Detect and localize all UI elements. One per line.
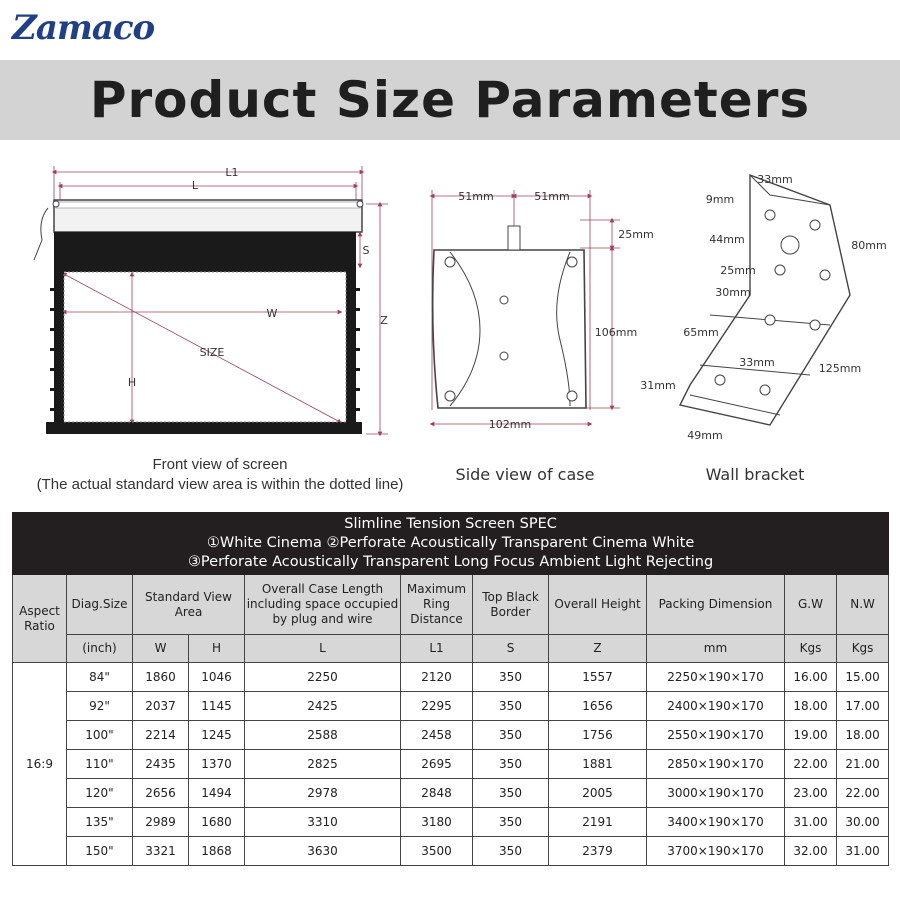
cell-l1: 2695 [401,750,473,779]
side-view-diagram [420,180,660,440]
cell-nw: 21.00 [837,750,889,779]
cell-packing: 2550×190×170 [647,721,785,750]
cell-w: 2214 [133,721,189,750]
unit-l1: L1 [401,635,473,663]
cell-diag: 100" [67,721,133,750]
table-row [13,808,889,837]
cell-l1: 3500 [401,837,473,866]
header-nw: N.W [837,575,889,635]
header-top-black: Top Black Border [473,575,549,635]
cell-l1: 2295 [401,692,473,721]
wall-label-65: 65mm [683,326,719,339]
wall-label-9: 9mm [705,193,735,206]
cell-gw: 16.00 [785,663,837,692]
cell-gw: 32.00 [785,837,837,866]
header-case-length: Overall Case Length including space occupied by plug and wire [245,575,401,635]
cell-nw: 22.00 [837,779,889,808]
cell-packing: 2400×190×170 [647,692,785,721]
header-std-area: Standard View Area [133,575,245,635]
cell-z: 2379 [549,837,647,866]
cell-w: 2037 [133,692,189,721]
front-label-s: S [362,244,370,257]
cell-l1: 3180 [401,808,473,837]
unit-gw: Kgs [785,635,837,663]
cell-l: 2588 [245,721,401,750]
cell-packing: 2850×190×170 [647,750,785,779]
cell-gw: 31.00 [785,808,837,837]
cell-l: 3630 [245,837,401,866]
cell-l1: 2848 [401,779,473,808]
unit-w: W [133,635,189,663]
side-label-51-left: 51mm [458,190,494,203]
cell-gw: 23.00 [785,779,837,808]
table-row [13,779,889,808]
cell-packing: 2250×190×170 [647,663,785,692]
cell-s: 350 [473,692,549,721]
cell-nw: 18.00 [837,721,889,750]
cell-w: 1860 [133,663,189,692]
cell-z: 2005 [549,779,647,808]
unit-nw: Kgs [837,635,889,663]
cell-l: 2978 [245,779,401,808]
unit-h: H [189,635,245,663]
spec-title-line2: ①White Cinema ②Perforate Acoustically Transparent Cinema White [206,535,695,551]
table-row [13,837,889,866]
front-label-size: SIZE [199,346,225,359]
unit-packing: mm [647,635,785,663]
side-label-51-right: 51mm [534,190,570,203]
table-row [13,692,889,721]
cell-nw: 15.00 [837,663,889,692]
aspect-ratio-cell: 16:9 [13,663,67,866]
spec-title-line1: Slimline Tension Screen SPEC [344,516,557,532]
front-label-l: L [191,179,199,192]
header-packing: Packing Dimension [647,575,785,635]
cell-z: 2191 [549,808,647,837]
cell-diag: 135" [67,808,133,837]
cell-l1: 2458 [401,721,473,750]
header-gw: G.W [785,575,837,635]
wall-label-125: 125mm [818,362,862,375]
cell-packing: 3000×190×170 [647,779,785,808]
cell-packing: 3700×190×170 [647,837,785,866]
cell-diag: 120" [67,779,133,808]
cell-h: 1145 [189,692,245,721]
page-banner [0,60,900,140]
table-row [13,721,889,750]
wall-label-25: 25mm [720,264,756,277]
cell-gw: 18.00 [785,692,837,721]
header-aspect: Aspect Ratio [13,575,67,663]
cell-diag: 150" [67,837,133,866]
spec-title [13,513,889,575]
cell-packing: 3400×190×170 [647,808,785,837]
cell-h: 1680 [189,808,245,837]
spec-table [12,512,889,866]
cell-w: 2989 [133,808,189,837]
front-view-diagram [20,160,420,450]
unit-s: S [473,635,549,663]
wall-bracket-diagram [630,165,890,445]
cell-z: 1557 [549,663,647,692]
unit-l: L [245,635,401,663]
header-diag: Diag.Size [67,575,133,635]
cell-gw: 19.00 [785,721,837,750]
wall-label-49: 49mm [687,429,723,442]
cell-gw: 22.00 [785,750,837,779]
wall-bracket-caption: Wall bracket [705,465,805,484]
cell-s: 350 [473,750,549,779]
cell-diag: 110" [67,750,133,779]
front-label-h: H [127,376,137,389]
cell-l: 2250 [245,663,401,692]
cell-w: 3321 [133,837,189,866]
wall-label-30: 30mm [715,286,751,299]
side-label-106: 106mm [594,326,638,339]
front-label-w: W [266,307,278,320]
cell-l: 2825 [245,750,401,779]
cell-h: 1245 [189,721,245,750]
wall-label-31: 31mm [640,379,676,392]
cell-h: 1046 [189,663,245,692]
wall-label-33-bottom: 33mm [739,356,775,369]
spec-title-line3: ③Perforate Acoustically Transparent Long Focus Ambient Light Rejecting [187,554,714,570]
header-max-ring: Maximum Ring Distance [401,575,473,635]
header-row [13,575,889,635]
cell-z: 1881 [549,750,647,779]
cell-nw: 30.00 [837,808,889,837]
cell-s: 350 [473,779,549,808]
side-view-caption: Side view of case [455,465,595,484]
wall-label-80: 80mm [851,239,887,252]
cell-l: 3310 [245,808,401,837]
cell-nw: 31.00 [837,837,889,866]
units-row [13,635,889,663]
cell-h: 1868 [189,837,245,866]
cell-diag: 92" [67,692,133,721]
cell-nw: 17.00 [837,692,889,721]
front-caption-line1: Front view of screen [152,456,288,473]
cell-l: 2425 [245,692,401,721]
spec-title-row [13,513,889,575]
cell-diag: 84" [67,663,133,692]
header-overall-height: Overall Height [549,575,647,635]
side-label-25: 25mm [618,228,654,241]
side-label-102: 102mm [488,418,532,431]
cell-l1: 2120 [401,663,473,692]
front-view-caption [10,455,430,495]
cell-s: 350 [473,663,549,692]
unit-diag: (inch) [67,635,133,663]
cell-s: 350 [473,837,549,866]
front-label-z: Z [380,314,388,327]
cell-s: 350 [473,721,549,750]
table-row [13,663,889,692]
cell-w: 2656 [133,779,189,808]
table-row [13,750,889,779]
front-label-l1: L1 [225,166,239,179]
unit-z: Z [549,635,647,663]
cell-z: 1756 [549,721,647,750]
cell-h: 1494 [189,779,245,808]
front-caption-line2: (The actual standard view area is within the dotted line) [36,476,404,493]
page-title: Product Size Parameters [89,71,811,129]
wall-label-44: 44mm [709,233,745,246]
cell-h: 1370 [189,750,245,779]
cell-w: 2435 [133,750,189,779]
brand-logo: Zamaco [12,8,155,48]
wall-label-33-top: 33mm [757,173,793,186]
cell-z: 1656 [549,692,647,721]
cell-s: 350 [473,808,549,837]
